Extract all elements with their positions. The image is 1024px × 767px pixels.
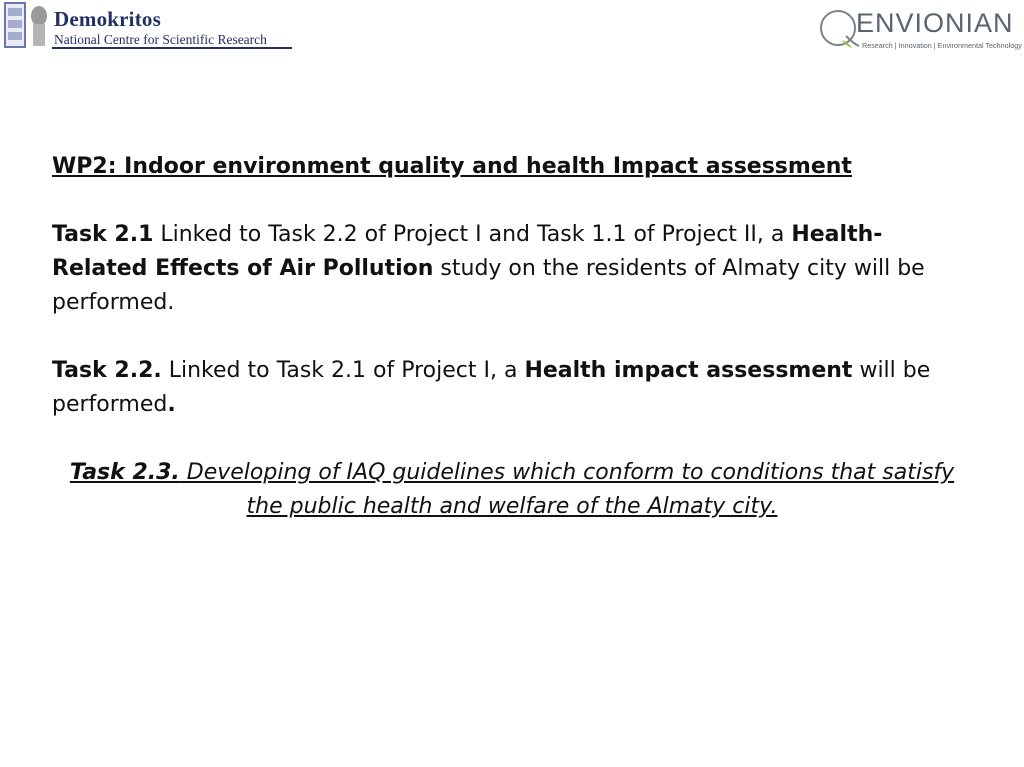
task-2-2-label: Task 2.2.: [52, 358, 162, 383]
task-2-2: [52, 354, 972, 422]
task-2-2-text: Linked to Task 2.1 of Project I, a: [161, 358, 525, 383]
task-2-3-label: Task 2.3.: [69, 460, 180, 485]
task-2-3: [52, 456, 972, 524]
envionian-tagline: Research | Innovation | Environmental Technology: [862, 41, 1022, 50]
slide-title: WP2: Indoor environment quality and health Impact assessment: [52, 154, 852, 179]
task-2-1-text-end: study on the residents of Almaty city will be performed.: [52, 256, 925, 315]
task-2-2-bold: Health impact assessment: [524, 358, 853, 383]
seal-icon: [4, 2, 26, 48]
bust-icon: [28, 4, 50, 48]
task-2-1-bold: Health-Related Effects of Air Pollution: [52, 222, 883, 281]
logo-underline: [52, 47, 292, 49]
demokritos-name: Demokritos: [54, 7, 161, 31]
task-2-3-text: Developing of IAQ guidelines which conform to conditions that satisfy the public health and welfare of the Almaty city.: [179, 460, 955, 519]
demokritos-logo: [2, 2, 294, 50]
slide-body: [52, 150, 972, 524]
task-2-2-period: .: [167, 392, 176, 417]
task-2-2-text-end: will be performed: [52, 358, 931, 417]
demokritos-subtitle: National Centre for Scientific Research: [54, 32, 267, 47]
envionian-logo: [812, 4, 1024, 52]
task-2-1-text: Linked to Task 2.2 of Project I and Task 1.1 of Project II, a: [153, 222, 792, 247]
leaf-swirl-icon: [816, 6, 860, 50]
envionian-name: ENVIONIAN: [856, 8, 1014, 38]
task-2-1: [52, 218, 972, 320]
task-2-1-label: Task 2.1: [52, 222, 154, 247]
